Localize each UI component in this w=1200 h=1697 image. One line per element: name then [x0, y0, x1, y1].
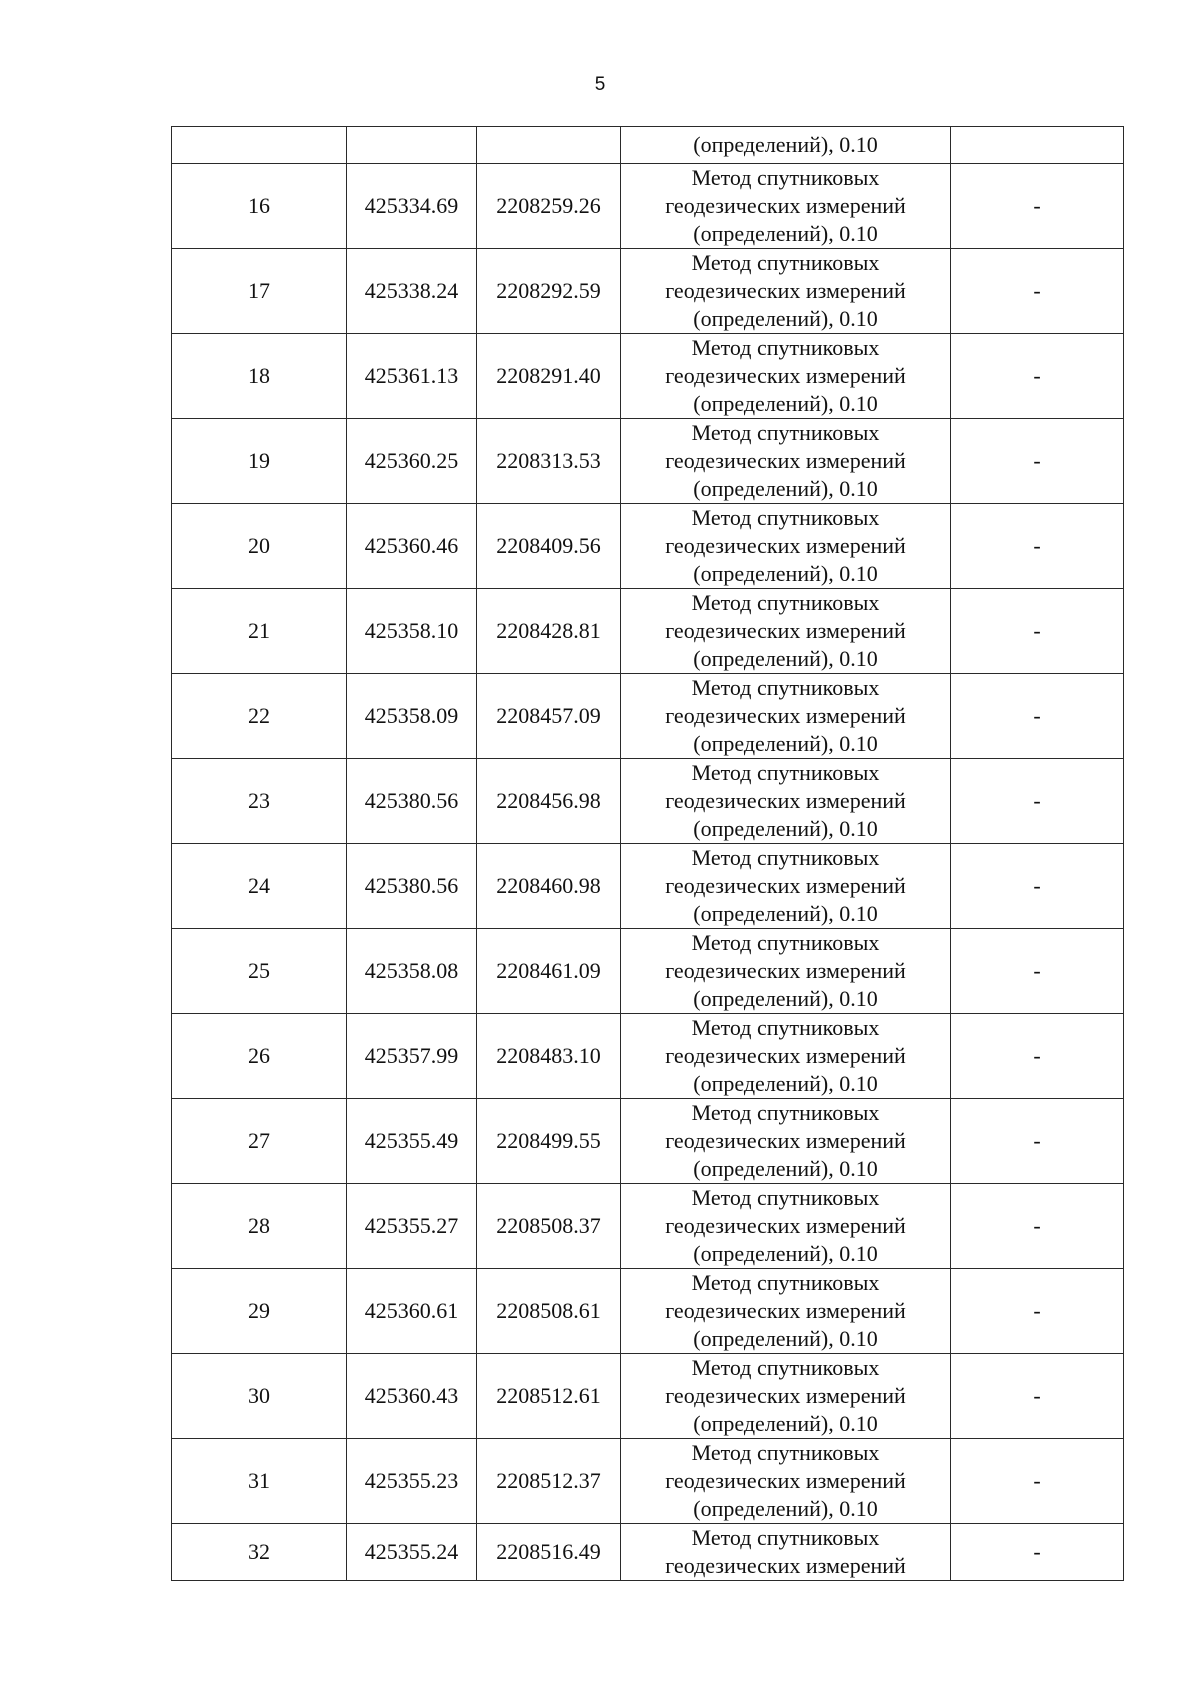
- method-line: геодезических измерений: [665, 1468, 906, 1493]
- method-line: Метод спутниковых: [691, 1185, 880, 1210]
- cell-point-number: 17: [172, 249, 347, 334]
- method-line: (определений), 0.10: [693, 391, 878, 416]
- table-row: [172, 1269, 1124, 1354]
- method-line: геодезических измерений: [665, 1043, 906, 1068]
- method-line: геодезических измерений: [665, 1383, 906, 1408]
- method-line: геодезических измерений: [665, 703, 906, 728]
- cell-note: -: [951, 1354, 1124, 1439]
- cell-method: [621, 589, 951, 674]
- cell-point-number: 29: [172, 1269, 347, 1354]
- method-line: (определений), 0.10: [693, 1241, 878, 1266]
- cell-x: 425358.09: [347, 674, 477, 759]
- cell-note: -: [951, 1269, 1124, 1354]
- method-line: Метод спутниковых: [691, 1355, 880, 1380]
- cell-note: -: [951, 334, 1124, 419]
- cell-y: 2208460.98: [477, 844, 621, 929]
- cell-y: 2208259.26: [477, 164, 621, 249]
- method-line: геодезических измерений: [665, 533, 906, 558]
- method-line: Метод спутниковых: [691, 590, 880, 615]
- method-line: Метод спутниковых: [691, 165, 880, 190]
- cell-note: -: [951, 844, 1124, 929]
- cell-x: 425360.43: [347, 1354, 477, 1439]
- cell-x: 425358.08: [347, 929, 477, 1014]
- method-line: (определений), 0.10: [693, 1411, 878, 1436]
- cell-point-number: 24: [172, 844, 347, 929]
- method-line: (определений), 0.10: [693, 1156, 878, 1181]
- cell-note: -: [951, 1524, 1124, 1581]
- table-row: [172, 164, 1124, 249]
- cell-y: 2208456.98: [477, 759, 621, 844]
- cell-y: 2208409.56: [477, 504, 621, 589]
- table-row: [172, 419, 1124, 504]
- table-row: [172, 1099, 1124, 1184]
- method-line: (определений), 0.10: [693, 1326, 878, 1351]
- table-row: [172, 1014, 1124, 1099]
- method-line: (определений), 0.10: [693, 1071, 878, 1096]
- table-row-truncated: [172, 1524, 1124, 1581]
- method-line: (определений), 0.10: [693, 476, 878, 501]
- cell-point-number: 25: [172, 929, 347, 1014]
- method-line: геодезических измерений: [665, 1553, 906, 1578]
- cell-x: 425355.49: [347, 1099, 477, 1184]
- method-line: Метод спутниковых: [691, 420, 880, 445]
- method-line: (определений), 0.10: [693, 1496, 878, 1521]
- cell-x: 425357.99: [347, 1014, 477, 1099]
- table-row: [172, 1354, 1124, 1439]
- method-line: (определений), 0.10: [693, 986, 878, 1011]
- method-line: (определений), 0.10: [693, 306, 878, 331]
- cell-note: -: [951, 759, 1124, 844]
- cell-y: 2208499.55: [477, 1099, 621, 1184]
- method-line: (определений), 0.10: [693, 816, 878, 841]
- method-line: (определений), 0.10: [693, 731, 878, 756]
- cell-point-number: 20: [172, 504, 347, 589]
- method-line: Метод спутниковых: [691, 760, 880, 785]
- method-line: Метод спутниковых: [691, 335, 880, 360]
- cell-note: -: [951, 419, 1124, 504]
- cell-point-number: 30: [172, 1354, 347, 1439]
- cell-method: [621, 1014, 951, 1099]
- method-line: геодезических измерений: [665, 873, 906, 898]
- table-row: [172, 759, 1124, 844]
- method-line: геодезических измерений: [665, 363, 906, 388]
- cell-method: [621, 164, 951, 249]
- method-line: геодезических измерений: [665, 1213, 906, 1238]
- coordinates-table-body: [172, 127, 1124, 1581]
- cell-note: -: [951, 1439, 1124, 1524]
- cell-y: 2208428.81: [477, 589, 621, 674]
- cell-note: -: [951, 1184, 1124, 1269]
- cell-y: [477, 127, 621, 164]
- cell-point-number: 19: [172, 419, 347, 504]
- method-line: геодезических измерений: [665, 958, 906, 983]
- cell-y: 2208483.10: [477, 1014, 621, 1099]
- table-row: [172, 589, 1124, 674]
- cell-y: 2208516.49: [477, 1524, 621, 1581]
- cell-method: [621, 674, 951, 759]
- method-line: (определений), 0.10: [693, 646, 878, 671]
- method-line: Метод спутниковых: [691, 845, 880, 870]
- method-line: геодезических измерений: [665, 1128, 906, 1153]
- cell-method: [621, 1439, 951, 1524]
- cell-method: [621, 1269, 951, 1354]
- cell-y: 2208313.53: [477, 419, 621, 504]
- method-line: Метод спутниковых: [691, 930, 880, 955]
- table-row: [172, 1439, 1124, 1524]
- method-line: Метод спутниковых: [691, 1440, 880, 1465]
- method-line: геодезических измерений: [665, 278, 906, 303]
- cell-point-number: 31: [172, 1439, 347, 1524]
- cell-y: 2208508.61: [477, 1269, 621, 1354]
- cell-x: 425338.24: [347, 249, 477, 334]
- cell-x: 425355.27: [347, 1184, 477, 1269]
- table-row: [172, 844, 1124, 929]
- method-line: Метод спутниковых: [691, 1525, 880, 1550]
- method-line: геодезических измерений: [665, 1298, 906, 1323]
- cell-y: 2208512.37: [477, 1439, 621, 1524]
- cell-note: -: [951, 504, 1124, 589]
- cell-x: 425355.23: [347, 1439, 477, 1524]
- cell-y: 2208508.37: [477, 1184, 621, 1269]
- table-row-continued: [172, 127, 1124, 164]
- cell-x: 425360.61: [347, 1269, 477, 1354]
- cell-method: [621, 844, 951, 929]
- cell-x: 425358.10: [347, 589, 477, 674]
- cell-point-number: 28: [172, 1184, 347, 1269]
- method-line: Метод спутниковых: [691, 505, 880, 530]
- cell-x: 425361.13: [347, 334, 477, 419]
- cell-note: -: [951, 164, 1124, 249]
- cell-x: 425380.56: [347, 844, 477, 929]
- method-line: Метод спутниковых: [691, 1100, 880, 1125]
- cell-y: 2208461.09: [477, 929, 621, 1014]
- table-row: [172, 334, 1124, 419]
- table-row: [172, 674, 1124, 759]
- page-number: 5: [594, 74, 606, 95]
- cell-x: 425355.24: [347, 1524, 477, 1581]
- coordinates-table: [171, 126, 1124, 1581]
- cell-method: [621, 1354, 951, 1439]
- cell-x: 425360.25: [347, 419, 477, 504]
- cell-y: 2208291.40: [477, 334, 621, 419]
- cell-point-number: 22: [172, 674, 347, 759]
- cell-method: [621, 1099, 951, 1184]
- cell-note: -: [951, 249, 1124, 334]
- method-line: Метод спутниковых: [691, 675, 880, 700]
- cell-point-number: 18: [172, 334, 347, 419]
- cell-method: [621, 419, 951, 504]
- cell-y: 2208457.09: [477, 674, 621, 759]
- method-line: Метод спутниковых: [691, 250, 880, 275]
- cell-point-number: 21: [172, 589, 347, 674]
- method-line: геодезических измерений: [665, 788, 906, 813]
- cell-method: [621, 249, 951, 334]
- cell-note: [951, 127, 1124, 164]
- method-line: (определений), 0.10: [693, 221, 878, 246]
- cell-method: [621, 504, 951, 589]
- method-line: Метод спутниковых: [691, 1270, 880, 1295]
- table-row: [172, 929, 1124, 1014]
- cell-method: [621, 334, 951, 419]
- cell-x: 425334.69: [347, 164, 477, 249]
- cell-method: [621, 1524, 951, 1581]
- cell-point-number: 23: [172, 759, 347, 844]
- cell-point-number: [172, 127, 347, 164]
- cell-note: -: [951, 674, 1124, 759]
- cell-method: [621, 759, 951, 844]
- cell-x: [347, 127, 477, 164]
- cell-method: (определений), 0.10: [621, 127, 951, 164]
- method-line: геодезических измерений: [665, 448, 906, 473]
- cell-point-number: 26: [172, 1014, 347, 1099]
- cell-y: 2208292.59: [477, 249, 621, 334]
- table-row: [172, 249, 1124, 334]
- method-line: Метод спутниковых: [691, 1015, 880, 1040]
- cell-method: [621, 1184, 951, 1269]
- cell-point-number: 32: [172, 1524, 347, 1581]
- cell-x: 425360.46: [347, 504, 477, 589]
- cell-note: -: [951, 589, 1124, 674]
- method-line: (определений), 0.10: [693, 901, 878, 926]
- cell-method: [621, 929, 951, 1014]
- cell-note: -: [951, 929, 1124, 1014]
- method-line: геодезических измерений: [665, 618, 906, 643]
- method-line: геодезических измерений: [665, 193, 906, 218]
- cell-point-number: 16: [172, 164, 347, 249]
- cell-point-number: 27: [172, 1099, 347, 1184]
- cell-note: -: [951, 1099, 1124, 1184]
- cell-x: 425380.56: [347, 759, 477, 844]
- table-row: [172, 504, 1124, 589]
- cell-note: -: [951, 1014, 1124, 1099]
- table-row: [172, 1184, 1124, 1269]
- method-line: (определений), 0.10: [693, 561, 878, 586]
- cell-y: 2208512.61: [477, 1354, 621, 1439]
